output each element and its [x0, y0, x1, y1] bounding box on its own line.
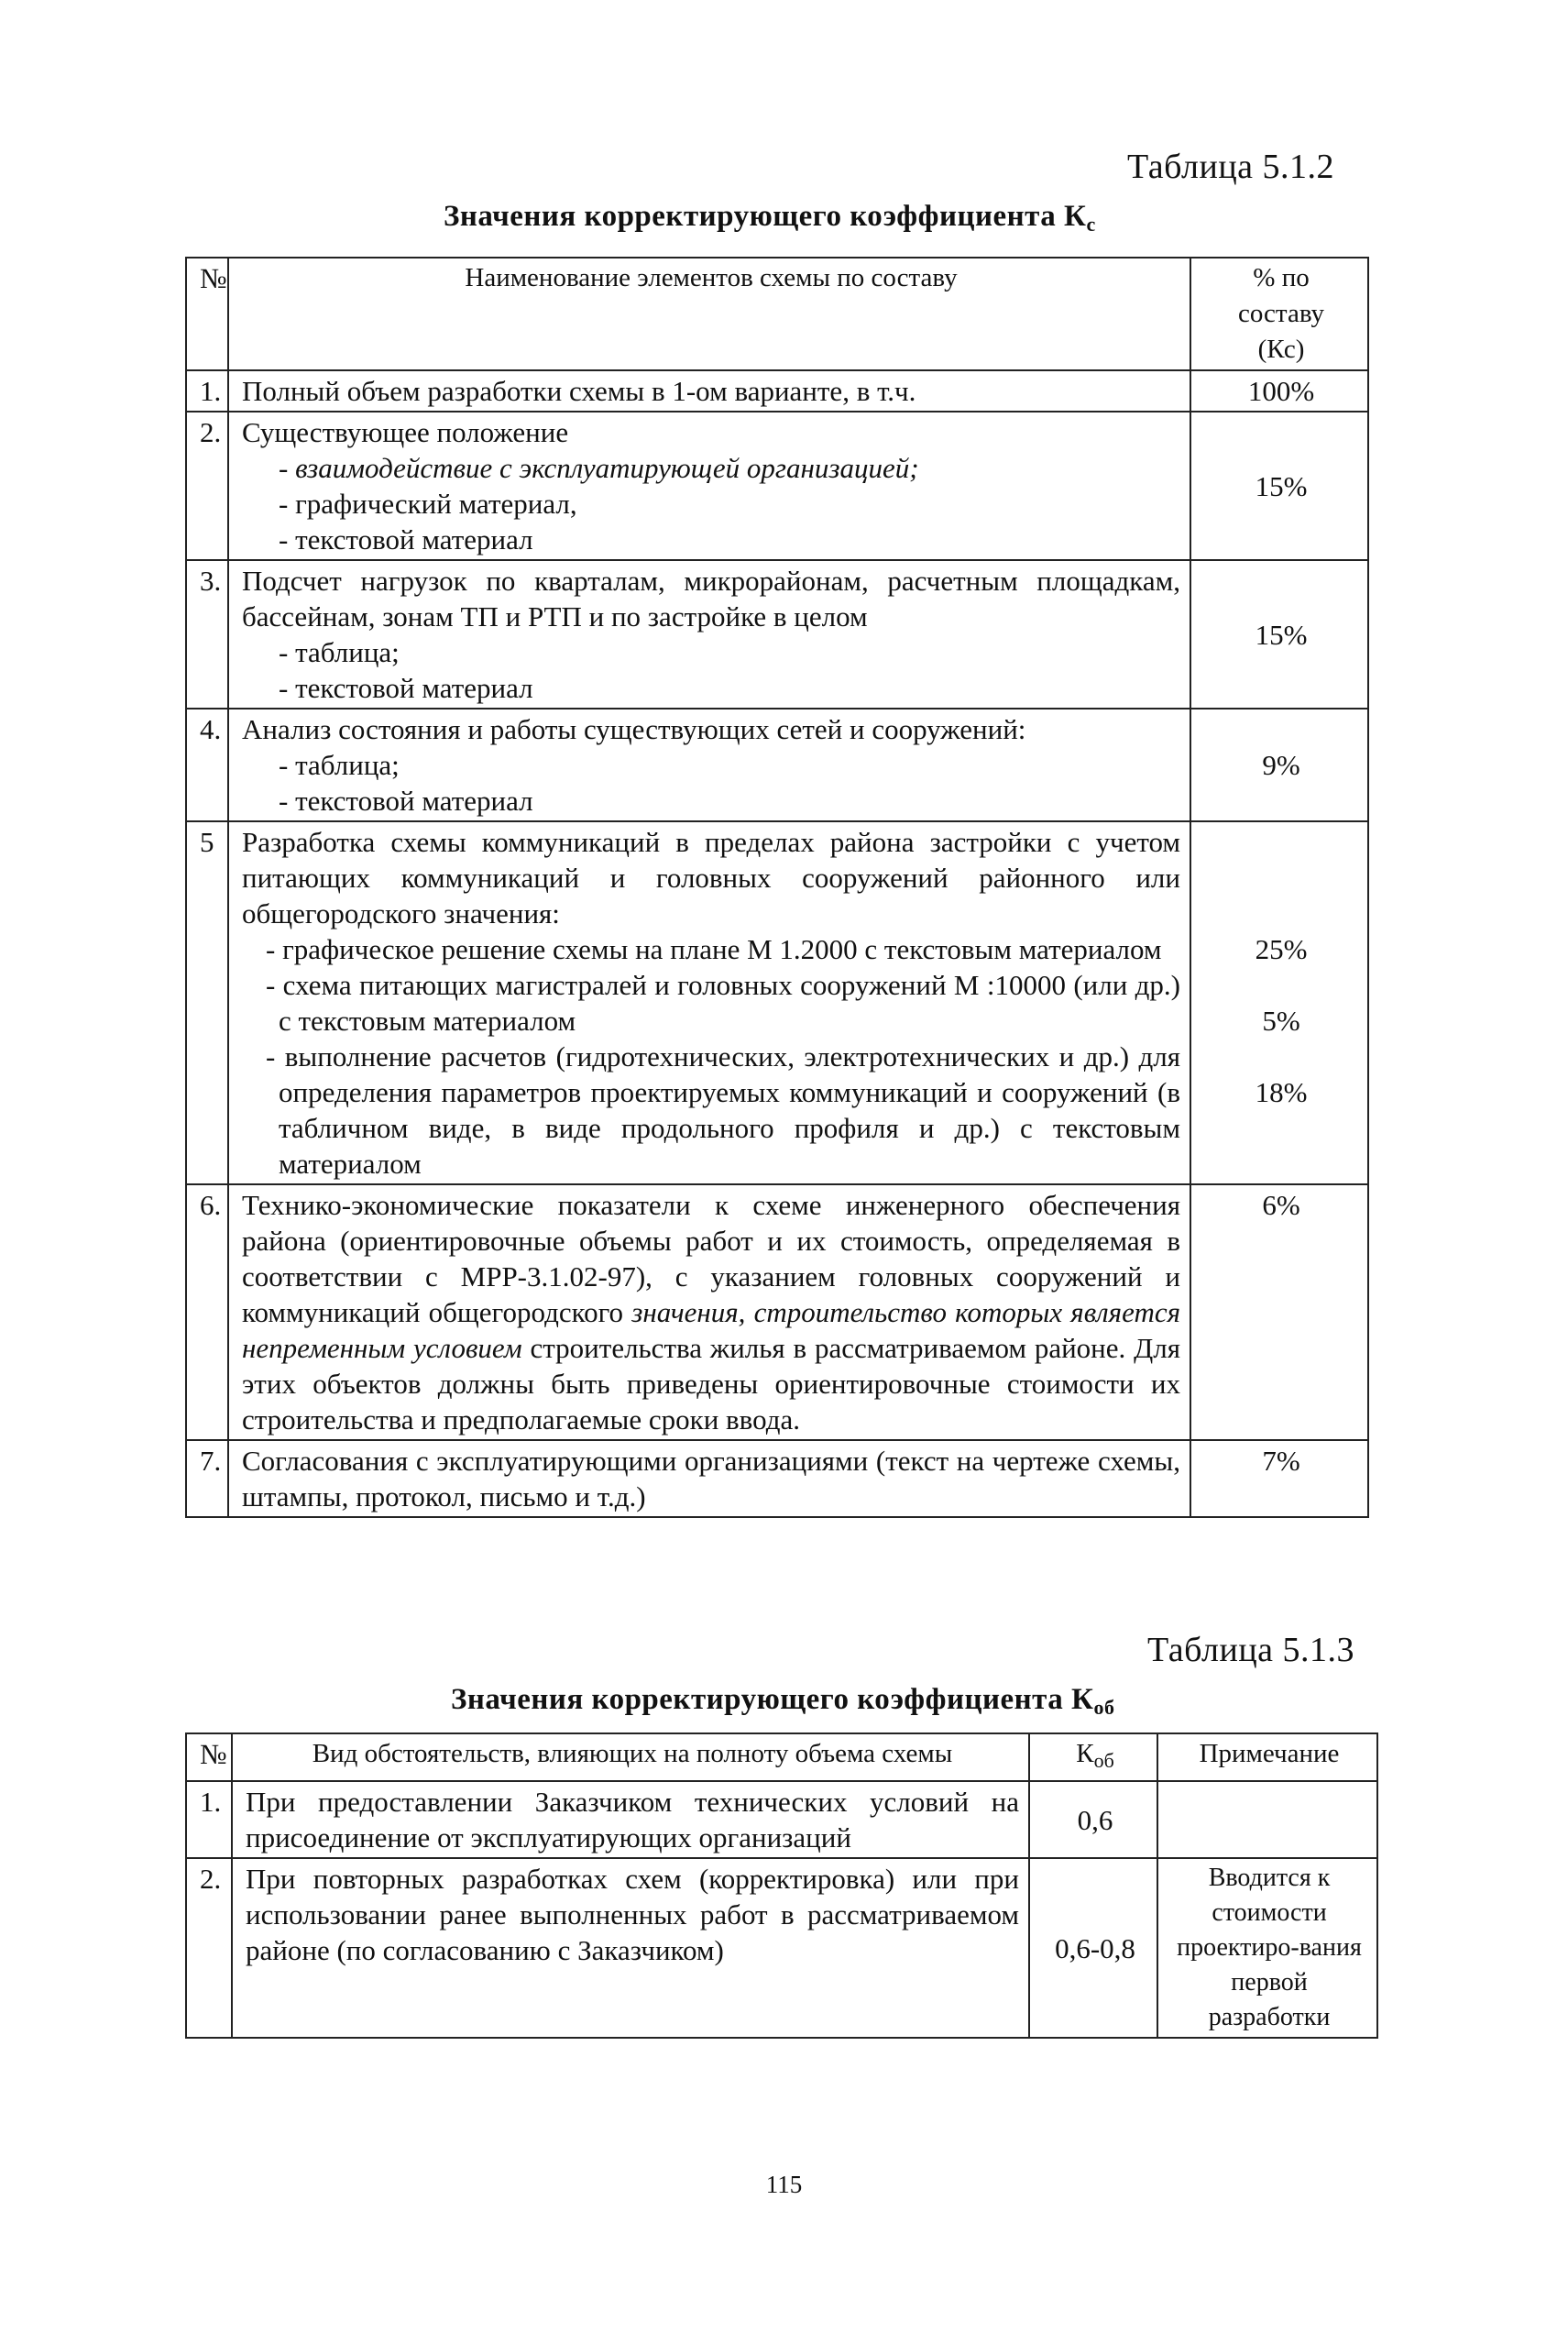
- row-pct-value: 9%: [1262, 749, 1300, 781]
- table-2-label: Таблица 5.1.3: [1147, 1631, 1355, 1669]
- table-correction-coefficient-kob: [185, 1732, 1378, 2039]
- page-number: 115: [765, 2171, 803, 2198]
- row-pct: [1190, 560, 1368, 709]
- header-num: №: [186, 258, 228, 370]
- table-row: [186, 821, 1368, 1184]
- header-pct-line: составу: [1237, 299, 1325, 328]
- row-pct: [1190, 709, 1368, 821]
- row-item: - таблица;: [279, 749, 400, 781]
- header-pct: [1190, 258, 1368, 370]
- row-pct: 7%: [1190, 1440, 1368, 1517]
- row-subitem: - схема питающих магистралей и головных сооружений М :10000 (или др.) с текстовым материалом: [266, 969, 1180, 1037]
- row-pct-value: 5%: [1262, 1005, 1300, 1037]
- row-subitem: - выполнение расчетов (гидротехнических, электротехнических и др.) для определения параметров проектируемых коммуникаций и сооружений (в табличном виде, в виде продольного профиля и др.) с текстовым материалом: [266, 1040, 1180, 1180]
- row-text: Существующее положение: [242, 416, 569, 448]
- table-row: [186, 1184, 1368, 1440]
- header-name: Наименование элементов схемы по составу: [228, 258, 1190, 370]
- table-header-row: [186, 258, 1368, 370]
- header-note: Примечание: [1157, 1733, 1377, 1781]
- table-1-title: [444, 200, 1096, 236]
- table-1-label: Таблица 5.1.2: [1127, 148, 1335, 186]
- table-2-title: [451, 1683, 1114, 1720]
- header-k-text: К: [1076, 1739, 1094, 1768]
- row-pct-value: 15%: [1255, 618, 1308, 651]
- row-pct-value: 25%: [1255, 933, 1308, 965]
- row-text-italic: значения, строительство которых является непременным условием: [242, 1296, 1180, 1364]
- row-k-value: 0,6: [1077, 1803, 1113, 1836]
- row-text: Согласования с эксплуатирующими организациями (текст на чертеже схемы, штампы, протокол, письмо и т.д.): [228, 1440, 1190, 1517]
- row-item: - текстовой материал: [279, 672, 533, 704]
- row-subitem: - графическое решение схемы на плане М 1.2000 с текстовым материалом: [266, 933, 1162, 965]
- row-pct: 100%: [1190, 370, 1368, 412]
- row-text: Анализ состояния и работы существующих сетей и сооружений:: [242, 713, 1026, 745]
- row-text: При повторных разработках схем (корректировка) или при использовании ранее выполненных работ в рассматриваемом районе (по согласованию с Заказчиком): [232, 1858, 1029, 2038]
- header-num: №: [186, 1733, 232, 1781]
- table-row: [186, 1781, 1377, 1858]
- row-num: 6.: [186, 1184, 228, 1440]
- table-row: [186, 560, 1368, 709]
- row-item: - графический материал,: [279, 488, 577, 520]
- row-pct: [1190, 412, 1368, 560]
- row-text: Подсчет нагрузок по кварталам, микрорайонам, расчетным площадкам, бассейнам, зонам ТП и РТП и по застройке в целом: [242, 565, 1180, 632]
- row-num: 2.: [186, 1858, 232, 2038]
- row-item: - взаимодействие с эксплуатирующей организацией;: [279, 452, 919, 484]
- row-text: Полный объем разработки схемы в 1-ом варианте, в т.ч.: [228, 370, 1190, 412]
- header-k-subscript: об: [1093, 1749, 1114, 1772]
- table-row: [186, 709, 1368, 821]
- row-text-cell: [228, 560, 1190, 709]
- row-pct: [1190, 821, 1368, 1184]
- table-header-row: [186, 1733, 1377, 1781]
- row-pct-value: 15%: [1255, 469, 1308, 502]
- row-note: [1157, 1781, 1377, 1858]
- row-text-cell: [228, 1184, 1190, 1440]
- table-1-title-subscript: с: [1086, 213, 1096, 236]
- row-text: При предоставлении Заказчиком технических условий на присоединение от эксплуатирующих организаций: [232, 1781, 1029, 1858]
- table-correction-coefficient-kc: [185, 257, 1369, 1518]
- row-text-cell: [228, 709, 1190, 821]
- table-row: [186, 1858, 1377, 2038]
- row-k-value: 0,6-0,8: [1055, 1931, 1135, 1964]
- row-num: 2.: [186, 412, 228, 560]
- row-text: Разработка схемы коммуникаций в пределах района застройки с учетом питающих коммуникаций и головных сооружений районного или общегородского значения:: [242, 826, 1180, 930]
- row-pct-value: 18%: [1255, 1076, 1308, 1108]
- row-k: [1029, 1781, 1157, 1858]
- row-num: 7.: [186, 1440, 228, 1517]
- row-item: - текстовой материал: [279, 523, 533, 556]
- row-pct: 6%: [1190, 1184, 1368, 1440]
- table-row: [186, 412, 1368, 560]
- header-name: Вид обстоятельств, влияющих на полноту объема схемы: [232, 1733, 1029, 1781]
- header-k: [1029, 1733, 1157, 1781]
- row-num: 1.: [186, 1781, 232, 1858]
- pct-spacer: [1204, 824, 1358, 931]
- row-item: - текстовой материал: [279, 785, 533, 817]
- row-num: 4.: [186, 709, 228, 821]
- row-num: 1.: [186, 370, 228, 412]
- row-text: строительства жилья в рассматриваемом районе. Для этих объектов должны быть приведены ориентировочные стоимости их строительства и предполагаемые сроки ввода.: [242, 1332, 1180, 1436]
- row-k: [1029, 1858, 1157, 2038]
- row-text-cell: [228, 412, 1190, 560]
- row-text-cell: [228, 821, 1190, 1184]
- header-pct-line: (Кс): [1257, 335, 1305, 364]
- row-item: - таблица;: [279, 636, 400, 668]
- row-text: Технико-экономические показатели к схеме инженерного обеспечения района (ориентировочные объемы работ и их стоимость, определяемая в соответствии с МРР-3.1.02-97), с указанием головных сооружений и коммуникаций общегородского: [242, 1189, 1180, 1328]
- table-1-title-text: Значения корректирующего коэффициента К: [444, 200, 1087, 233]
- row-num: 5: [186, 821, 228, 1184]
- table-2-title-text: Значения корректирующего коэффициента К: [451, 1683, 1094, 1716]
- table-2-title-subscript: об: [1093, 1696, 1115, 1719]
- table-row: [186, 1440, 1368, 1517]
- row-num: 3.: [186, 560, 228, 709]
- header-pct-line: % по: [1253, 263, 1310, 292]
- row-note: Вводится к стоимости проектиро-вания первой разработки: [1157, 1858, 1377, 2038]
- table-row: [186, 370, 1368, 412]
